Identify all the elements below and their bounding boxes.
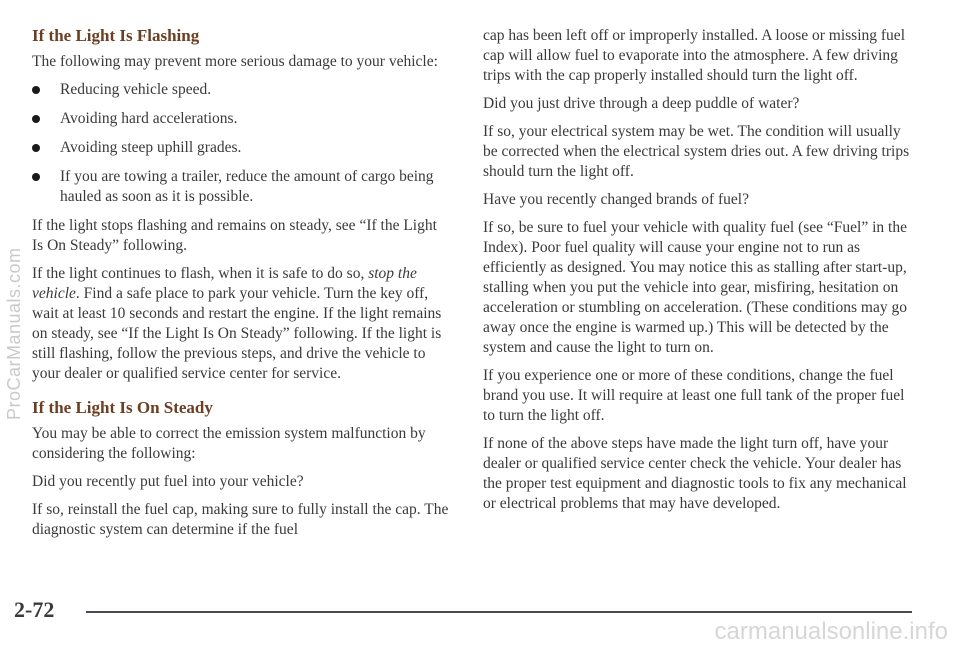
paragraph-change-brand: If you experience one or more of these conditions, change the fuel brand you use. It will require at least one full tank of the proper fuel to turn the light off. [483, 367, 905, 424]
heading-light-steady: If the Light Is On Steady [32, 398, 213, 417]
left-column [32, 26, 450, 548]
bullet-icon [32, 173, 40, 181]
list-item-text: Avoiding hard accelerations. [60, 110, 238, 127]
text-run: . Find a safe place to park your vehicle. Turn the key off, wait at least 10 seconds and restart the engine. If the light remains on steady, see “If the Light Is On Steady” following. If the light is still flashing, follow the previous steps, and drive the vehicle to your dealer or qualified service center for service. [32, 285, 442, 382]
list-item-text: Avoiding steep uphill grades. [60, 139, 242, 156]
paragraph-reinstall-cap: If so, reinstall the fuel cap, making sure to fully install the cap. The diagnostic system can determine if the fuel [32, 501, 449, 538]
page-number: 2-72 [14, 597, 55, 622]
question-recent-fuel: Did you recently put fuel into your vehicle? [32, 473, 304, 490]
side-watermark: ProCarManuals.com [4, 247, 24, 420]
question-fuel-brand: Have you recently changed brands of fuel? [483, 191, 749, 208]
bullet-icon [32, 115, 40, 123]
list-item [32, 167, 450, 207]
paragraph-stops-flashing: If the light stops flashing and remains on steady, see “If the Light Is On Steady” following. [32, 217, 437, 254]
paragraph-see-dealer: If none of the above steps have made the light turn off, have your dealer or qualified service center check the vehicle. Your dealer has the proper test equipment and diagnostic tools to fix any mechanical or electrical problems that may have developed. [483, 435, 907, 512]
paragraph-electrical-wet: If so, your electrical system may be wet. The condition will usually be corrected when the electrical system dries out. A few driving trips should turn the light off. [483, 123, 910, 180]
list-item-text: If you are towing a trailer, reduce the amount of cargo being hauled as soon as it is possible. [60, 168, 434, 205]
footer-divider [86, 611, 912, 613]
emphasis-stop-vehicle: stop the vehicle [32, 265, 417, 302]
list-item [32, 109, 450, 129]
paragraph-fuel-quality: If so, be sure to fuel your vehicle with quality fuel (see “Fuel” in the Index). Poor fuel quality will cause your engine not to run as efficiently as designed. You may notice this as stalling after start-up, stalling when you put the vehicle into gear, misfiring, hesitation on acceleration or stumbling on acceleration. (These conditions may go away once the engine is warmed up.) This will be detected by the system and cause the light to turn on. [483, 219, 907, 356]
list-item-text: Reducing vehicle speed. [60, 81, 212, 98]
bullet-icon [32, 86, 40, 94]
bullet-icon [32, 144, 40, 152]
bullet-list [32, 80, 450, 207]
list-item [32, 80, 450, 100]
right-column [483, 26, 911, 522]
question-deep-water: Did you just drive through a deep puddle of water? [483, 95, 800, 112]
paragraph-cap-continued: cap has been left off or improperly installed. A loose or missing fuel cap will allow fuel to evaporate into the atmosphere. A few driving trips with the cap properly installed should turn the light off. [483, 27, 905, 84]
paragraph-correct-malfunction: You may be able to correct the emission system malfunction by considering the following: [32, 425, 426, 462]
text-run: If the light continues to flash, when it is safe to do so, [32, 265, 369, 282]
paragraph-continues-flashing [32, 264, 450, 384]
list-item [32, 138, 450, 158]
bottom-watermark: carmanualsonline.info [714, 618, 948, 645]
intro-paragraph: The following may prevent more serious damage to your vehicle: [32, 53, 438, 70]
heading-light-flashing: If the Light Is Flashing [32, 26, 200, 45]
